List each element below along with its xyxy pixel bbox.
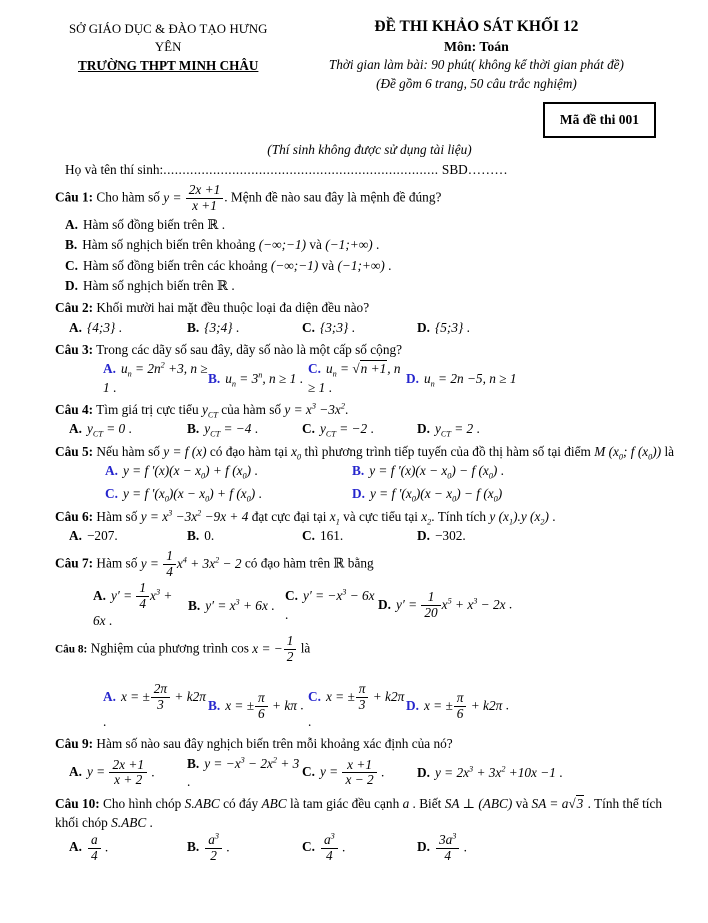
option-A: A. $\frac{a}{4}$ . bbox=[69, 831, 109, 863]
option-letter: B. bbox=[187, 755, 200, 771]
pages-note: (Đề gồm 6 trang, 50 câu trắc nghiệm) bbox=[376, 75, 577, 91]
option-letter: B. bbox=[352, 463, 365, 479]
option-letter: B. bbox=[187, 528, 200, 544]
notice: (Thí sinh không được sử dụng tài liệu) bbox=[267, 142, 472, 158]
question-stem: Câu 8: Nghiệm của phương trình cos x = − $\frac{1}{2}$ là bbox=[55, 633, 311, 665]
option-A: A. x = ± $\frac{2\pi}{3}$ + k2π . bbox=[103, 681, 206, 729]
option-letter: B. bbox=[187, 319, 200, 335]
question-label: Câu 5: bbox=[55, 443, 94, 459]
option-letter: A. bbox=[105, 463, 118, 479]
student-info-line bbox=[55, 161, 684, 179]
option-letter: D. bbox=[352, 486, 365, 502]
option-D: D. $u_n = 2n -5$, n ≥ 1 bbox=[406, 370, 517, 389]
exam-subject: Môn: Toán bbox=[444, 39, 509, 55]
student-name-label: Họ và tên thí sinh: bbox=[65, 161, 164, 177]
option-letter: C. bbox=[65, 257, 78, 273]
option-C: C. y = f $'(x_0)(x - x_0) + f$ $(x_0)$ . bbox=[105, 486, 262, 505]
question-options bbox=[55, 360, 684, 397]
option-letter: A. bbox=[69, 763, 82, 779]
option-D: D. y′ = $\frac{1}{20}$ $x^5 + x^3 - 2x$ . bbox=[378, 589, 513, 621]
option-A: A. $y_{CT} = 0$ . bbox=[69, 421, 132, 440]
school-name: TRƯỜNG THPT MINH CHÂU bbox=[78, 58, 259, 74]
option-C: C. {3;3} . bbox=[302, 319, 355, 335]
option-letter: B. bbox=[208, 697, 221, 713]
option-letter: B. bbox=[187, 839, 200, 855]
question-options bbox=[55, 755, 684, 792]
option-C: C. x = ± $\frac{\pi}{3}$ + k2π . bbox=[308, 681, 405, 729]
option-letter: C. bbox=[302, 839, 315, 855]
question-label: Câu 2: bbox=[55, 300, 94, 316]
exam-code-box bbox=[543, 102, 656, 139]
question-stem: Câu 3: Trong các dãy số sau đây, dãy số nào là một cấp số cộng? bbox=[55, 342, 403, 357]
option-D: D. y = f $'(x_0)(x - x_0) - f$ $(x_0)$ bbox=[352, 486, 503, 505]
question-label: Câu 6: bbox=[55, 508, 94, 524]
option-D: D. −302. bbox=[417, 528, 466, 544]
option-letter: D. bbox=[417, 764, 430, 780]
time-note: Thời gian làm bài: 90 phút( không kể thời gian phát đề) bbox=[328, 57, 624, 73]
option-B: B. $y = -x^3 - 2x^2 + 3$ . bbox=[187, 755, 300, 789]
option-C: C. $\frac{a^3}{4}$ . bbox=[302, 831, 346, 863]
question-3 bbox=[55, 341, 684, 397]
exam-header bbox=[55, 16, 684, 93]
option-B: B. x = ± $\frac{\pi}{6}$ + kπ . bbox=[208, 690, 304, 722]
question-label: Câu 8: bbox=[55, 643, 88, 656]
option-A: A. $u_n = 2n^2 +3$, n ≥ 1 . bbox=[103, 360, 208, 395]
option-letter: A. bbox=[103, 361, 116, 377]
question-1 bbox=[55, 183, 684, 295]
question-stem: Câu 2: Khối mười hai mặt đều thuộc loại đa diện đều nào? bbox=[55, 300, 370, 316]
option-letter: D. bbox=[417, 839, 430, 855]
option-B: B. $y' = x^3 + 6x$ . bbox=[188, 597, 275, 613]
option-B: B. $u_n = 3^n$, n ≥ 1 . bbox=[208, 370, 303, 389]
option-letter: A. bbox=[69, 421, 82, 437]
option-A: A. Hàm số đồng biến trên ℝ . bbox=[65, 216, 226, 232]
question-options bbox=[55, 581, 684, 630]
question-options bbox=[55, 833, 684, 864]
department-name: SỞ GIÁO DỤC & ĐÀO TẠO HƯNG YÊN bbox=[68, 22, 268, 54]
option-letter: D. bbox=[406, 697, 419, 713]
exam-title: ĐỀ THI KHẢO SÁT KHỐI 12 bbox=[374, 18, 579, 35]
question-label: Câu 9: bbox=[55, 736, 94, 752]
option-letter: C. bbox=[308, 361, 321, 377]
option-B: B. {3;4} . bbox=[187, 319, 240, 335]
option-D: D. $\frac{3a^3}{4}$ . bbox=[417, 831, 468, 863]
option-B: B. $y_{CT} = -4$ . bbox=[187, 421, 259, 440]
question-10 bbox=[55, 795, 684, 863]
option-letter: A. bbox=[69, 319, 82, 335]
question-options bbox=[55, 682, 684, 731]
question-9 bbox=[55, 735, 684, 791]
question-8 bbox=[55, 634, 684, 731]
option-letter: C. bbox=[302, 763, 315, 779]
option-letter: C. bbox=[105, 486, 118, 502]
question-stem: Câu 9: Hàm số nào sau đây nghịch biến trên mỗi khoảng xác định của nó? bbox=[55, 736, 453, 752]
option-C: C. y = $\frac{x +1}{x - 2}$ . bbox=[302, 756, 385, 788]
option-letter: C. bbox=[308, 688, 321, 704]
option-letter: B. bbox=[208, 370, 221, 386]
question-7 bbox=[55, 549, 684, 630]
option-C: C. $y' = -x^3 - 6x$ . bbox=[285, 588, 375, 622]
option-letter: A. bbox=[69, 839, 82, 855]
title-block bbox=[281, 16, 671, 93]
question-stem: Câu 7: Hàm số y = $\frac{1}{4}$ $x^4 + 3x^2 - 2$ có đạo hàm trên ℝ bằng bbox=[55, 548, 374, 580]
questions bbox=[55, 183, 684, 864]
question-stem: Câu 1: Cho hàm số y = $\frac{2x +1}{x +1}$ . Mệnh đề nào sau đây là mệnh đề đúng? bbox=[55, 182, 442, 214]
option-letter: D. bbox=[65, 277, 78, 293]
option-D: D. x = ± $\frac{\pi}{6}$ + k2π . bbox=[406, 690, 509, 722]
option-letter: A. bbox=[103, 688, 116, 704]
option-D: D. {5;3} . bbox=[417, 319, 470, 335]
question-label: Câu 1: bbox=[55, 189, 94, 205]
option-letter: B. bbox=[187, 421, 200, 437]
exam-code-row bbox=[55, 102, 684, 139]
option-letter: D. bbox=[406, 370, 419, 386]
option-C: C. $u_n = √n +1$, n ≥ 1 . bbox=[308, 361, 401, 395]
question-label: Câu 10: bbox=[55, 796, 100, 812]
question-options bbox=[55, 216, 684, 295]
option-letter: C. bbox=[302, 528, 315, 544]
student-name-blank: ........................................................................ bbox=[163, 161, 439, 177]
question-2 bbox=[55, 299, 684, 337]
question-5 bbox=[55, 443, 684, 504]
option-A: A. y′ = $\frac{1}{4}$ $x^3 + 6x$ . bbox=[93, 580, 173, 628]
issuer-block bbox=[55, 16, 281, 93]
option-letter: A. bbox=[69, 528, 82, 544]
option-B: B. $\frac{a^3}{2}$ . bbox=[187, 831, 230, 863]
question-label: Câu 3: bbox=[55, 342, 94, 357]
option-D: D. $y_{CT} = 2$ . bbox=[417, 421, 480, 440]
question-options bbox=[55, 462, 684, 504]
question-stem: Câu 4: Tìm giá trị cực tiểu $y_{CT}$ của hàm số $y = x^3 -3x^2$. bbox=[55, 401, 349, 420]
option-letter: D. bbox=[378, 596, 391, 612]
option-B: B. Hàm số nghịch biến trên khoảng (−∞;−1) và (−1;+∞) . bbox=[65, 237, 380, 253]
option-A: A. y = f $'(x)(x - x_0) + f$ $(x_0)$ . bbox=[105, 463, 258, 481]
question-stem: Câu 5: Nếu hàm số y = f (x) có đạo hàm tại $x_0$ thì phương trình tiếp tuyến của đồ thị hàm số tại điểm M ($x_0$; f $(x_0)$) là bbox=[55, 443, 675, 462]
question-stem: Câu 10: Cho hình chóp S.ABC có đáy ABC là tam giác đều cạnh a . Biết SA ⊥ (ABC) và SA = a√3 . Tính thể tích khối chóp S.ABC . bbox=[55, 796, 663, 830]
option-letter: D. bbox=[417, 421, 430, 437]
exam-code: Mã đề thi 001 bbox=[559, 111, 639, 127]
option-A: A. {4;3} . bbox=[69, 319, 122, 335]
option-letter: C. bbox=[285, 588, 298, 604]
option-B: B. 0. bbox=[187, 528, 215, 544]
option-C: C. $y_{CT} = -2$ . bbox=[302, 421, 374, 440]
option-letter: B. bbox=[188, 597, 201, 613]
option-D: D. $y = 2x^3 + 3x^2 +10x -1$ . bbox=[417, 764, 563, 780]
question-label: Câu 7: bbox=[55, 555, 94, 571]
option-letter: A. bbox=[65, 216, 78, 232]
question-4 bbox=[55, 401, 684, 439]
option-letter: D. bbox=[417, 528, 430, 544]
option-A: A. y = $\frac{2x +1}{x + 2}$ . bbox=[69, 756, 155, 788]
option-C: C. 161. bbox=[302, 528, 344, 544]
option-letter: C. bbox=[302, 319, 315, 335]
option-C: C. Hàm số đồng biến trên các khoảng (−∞;−1) và (−1;+∞) . bbox=[65, 257, 392, 273]
option-A: A. −207. bbox=[69, 528, 118, 544]
question-stem: Câu 6: Hàm số $y = x^3 -3x^2 -9x + 4$ đạt cực đại tại $x_1$ và cực tiểu tại $x_2$. Tính tích y $(x_1).y$ $(x_2)$ . bbox=[55, 508, 556, 527]
option-letter: A. bbox=[93, 587, 106, 603]
option-B: B. y = f $'(x)(x - x_0) - f$ $(x_0)$ . bbox=[352, 463, 505, 481]
question-options bbox=[55, 527, 684, 545]
question-label: Câu 4: bbox=[55, 402, 94, 418]
option-D: D. Hàm số nghịch biến trên ℝ . bbox=[65, 277, 235, 293]
question-6 bbox=[55, 508, 684, 546]
question-options bbox=[55, 319, 684, 337]
option-letter: D. bbox=[417, 319, 430, 335]
option-letter: B. bbox=[65, 237, 78, 253]
sbd-label: SBD……… bbox=[438, 161, 508, 177]
option-letter: C. bbox=[302, 421, 315, 437]
question-options bbox=[55, 420, 684, 438]
